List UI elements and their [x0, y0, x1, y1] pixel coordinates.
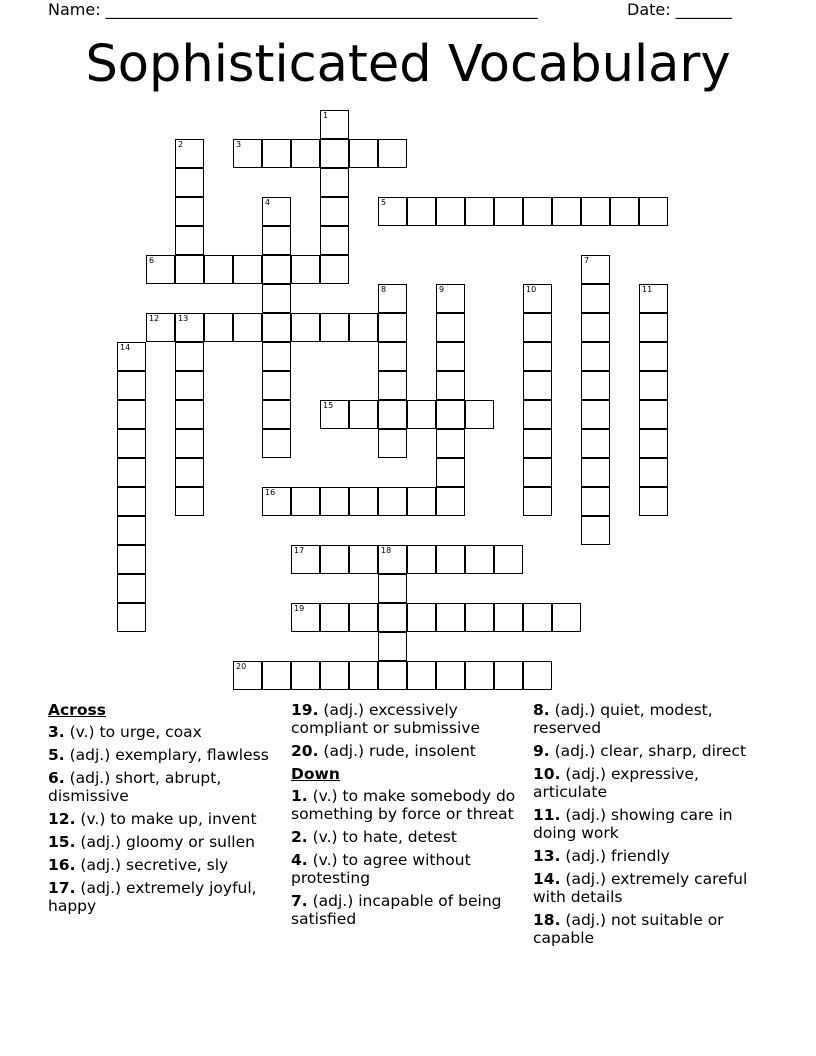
crossword-cell[interactable] [523, 197, 552, 226]
crossword-cell[interactable] [581, 458, 610, 487]
crossword-cell[interactable] [581, 400, 610, 429]
crossword-cell[interactable] [320, 255, 349, 284]
crossword-cell[interactable] [262, 487, 291, 516]
crossword-cell[interactable] [175, 371, 204, 400]
clue-text: (v.) to make somebody do something by force or threat [291, 787, 516, 823]
crossword-cell[interactable] [262, 661, 291, 690]
clue-number-label: 14. [533, 870, 561, 888]
clue-column-2 [291, 701, 526, 933]
crossword-cell[interactable] [639, 429, 668, 458]
clue-text: (adj.) expressive, articulate [533, 765, 699, 801]
crossword-cell[interactable] [262, 400, 291, 429]
crossword-cell[interactable] [523, 342, 552, 371]
clue-number-label: 4. [291, 851, 308, 869]
crossword-cell[interactable] [349, 400, 378, 429]
crossword-cell[interactable] [494, 603, 523, 632]
crossword-cell[interactable] [117, 574, 146, 603]
crossword-cell[interactable] [523, 458, 552, 487]
clue-number-label: 17. [48, 879, 76, 897]
crossword-cell[interactable] [436, 458, 465, 487]
crossword-cell[interactable] [523, 661, 552, 690]
clue-text: (v.) to agree without protesting [291, 851, 471, 887]
clue-item [533, 742, 768, 760]
crossword-cell[interactable] [378, 632, 407, 661]
clue-item [48, 769, 283, 805]
crossword-cell[interactable] [320, 661, 349, 690]
crossword-cell[interactable] [523, 429, 552, 458]
crossword-cell[interactable] [436, 197, 465, 226]
crossword-cell[interactable] [233, 139, 262, 168]
down-clue-list-continued [533, 701, 768, 947]
crossword-cell[interactable] [320, 110, 349, 139]
crossword-cell[interactable] [436, 603, 465, 632]
crossword-cell[interactable] [349, 487, 378, 516]
crossword-cell[interactable] [349, 603, 378, 632]
crossword-cell[interactable] [175, 429, 204, 458]
crossword-cell[interactable] [407, 545, 436, 574]
down-heading: Down [291, 765, 340, 783]
crossword-cell[interactable] [552, 197, 581, 226]
across-heading: Across [48, 701, 106, 719]
clue-item [533, 870, 768, 906]
clue-item [48, 810, 283, 828]
crossword-cell[interactable] [523, 313, 552, 342]
crossword-cell[interactable] [262, 342, 291, 371]
clue-number: 4 [265, 198, 271, 207]
crossword-cell[interactable] [581, 197, 610, 226]
crossword-cell[interactable] [639, 371, 668, 400]
crossword-cell[interactable] [639, 284, 668, 313]
crossword-cell[interactable] [581, 516, 610, 545]
clue-text: (adj.) gloomy or sullen [75, 833, 255, 851]
clue-text: (adj.) secretive, sly [75, 856, 229, 874]
clue-number-label: 12. [48, 810, 76, 828]
clue-number-label: 13. [533, 847, 561, 865]
crossword-cell[interactable] [465, 400, 494, 429]
clue-number: 19 [294, 604, 305, 613]
crossword-cell[interactable] [378, 487, 407, 516]
crossword-cell[interactable] [639, 342, 668, 371]
crossword-cell[interactable] [639, 487, 668, 516]
clue-number-label: 7. [291, 892, 308, 910]
clue-number-label: 19. [291, 701, 319, 719]
crossword-cell[interactable] [320, 400, 349, 429]
crossword-cell[interactable] [436, 342, 465, 371]
crossword-cell[interactable] [407, 400, 436, 429]
clue-number: 14 [120, 343, 131, 352]
clue-number: 1 [323, 111, 329, 120]
crossword-cell[interactable] [349, 545, 378, 574]
clue-number-label: 5. [48, 746, 65, 764]
crossword-cell[interactable] [494, 197, 523, 226]
clue-item [291, 892, 526, 928]
clue-item [291, 787, 526, 823]
crossword-cell[interactable] [175, 255, 204, 284]
crossword-cell[interactable] [117, 516, 146, 545]
crossword-cell[interactable] [581, 429, 610, 458]
crossword-cell[interactable] [262, 284, 291, 313]
clue-number: 15 [323, 401, 334, 410]
crossword-cell[interactable] [175, 400, 204, 429]
crossword-cell[interactable] [436, 284, 465, 313]
crossword-cell[interactable] [320, 603, 349, 632]
crossword-cell[interactable] [581, 284, 610, 313]
crossword-cell[interactable] [291, 139, 320, 168]
crossword-cell[interactable] [378, 342, 407, 371]
clue-item [291, 851, 526, 887]
clue-item [533, 911, 768, 947]
down-clue-list [291, 787, 526, 928]
crossword-cell[interactable] [523, 400, 552, 429]
crossword-cell[interactable] [523, 284, 552, 313]
clue-text: (adj.) extremely careful with details [533, 870, 748, 906]
clue-number: 7 [584, 256, 590, 265]
crossword-cell[interactable] [581, 313, 610, 342]
clue-text: (v.) to make up, invent [75, 810, 257, 828]
page-title: Sophisticated Vocabulary [85, 35, 731, 94]
clue-number-label: 6. [48, 769, 65, 787]
clue-text: (adj.) short, abrupt, dismissive [48, 769, 222, 805]
date-field-label: Date: _______ [627, 0, 732, 19]
crossword-cell[interactable] [465, 545, 494, 574]
clue-number-label: 8. [533, 701, 550, 719]
clue-text: (adj.) rude, insolent [318, 742, 476, 760]
crossword-cell[interactable] [349, 139, 378, 168]
clue-item [48, 833, 283, 851]
clue-number-label: 9. [533, 742, 550, 760]
crossword-cell[interactable] [117, 371, 146, 400]
clue-number: 13 [178, 314, 189, 323]
crossword-cell[interactable] [436, 661, 465, 690]
clue-number: 12 [149, 314, 160, 323]
crossword-cell[interactable] [175, 487, 204, 516]
clue-number: 9 [439, 285, 445, 294]
clue-text: (adj.) clear, sharp, direct [549, 742, 747, 760]
crossword-cell[interactable] [349, 661, 378, 690]
clue-item [291, 742, 526, 760]
crossword-cell[interactable] [320, 487, 349, 516]
crossword-cell[interactable] [320, 197, 349, 226]
crossword-cell[interactable] [175, 168, 204, 197]
crossword-cell[interactable] [378, 284, 407, 313]
crossword-cell[interactable] [378, 400, 407, 429]
crossword-cell[interactable] [262, 371, 291, 400]
crossword-cell[interactable] [117, 400, 146, 429]
crossword-cell[interactable] [581, 342, 610, 371]
clue-number-label: 15. [48, 833, 76, 851]
clue-column-3 [533, 701, 768, 952]
clue-item [533, 765, 768, 801]
crossword-cell[interactable] [407, 603, 436, 632]
crossword-cell[interactable] [581, 487, 610, 516]
clue-item [533, 806, 768, 842]
clue-number: 16 [265, 488, 276, 497]
crossword-cell[interactable] [291, 661, 320, 690]
crossword-cell[interactable] [378, 371, 407, 400]
crossword-cell[interactable] [291, 603, 320, 632]
clue-item [291, 701, 526, 737]
crossword-cell[interactable] [465, 661, 494, 690]
clue-text: (adj.) not suitable or capable [533, 911, 724, 947]
clue-text: (adj.) incapable of being satisfied [291, 892, 502, 928]
crossword-cell[interactable] [378, 603, 407, 632]
clue-number: 3 [236, 140, 242, 149]
clue-text: (v.) to hate, detest [307, 828, 457, 846]
crossword-cell[interactable] [378, 197, 407, 226]
crossword-cell[interactable] [523, 603, 552, 632]
clue-number: 5 [381, 198, 387, 207]
clue-number-label: 20. [291, 742, 319, 760]
clue-number: 11 [642, 285, 653, 294]
crossword-cell[interactable] [378, 574, 407, 603]
crossword-cell[interactable] [320, 313, 349, 342]
crossword-cell[interactable] [436, 545, 465, 574]
crossword-cell[interactable] [523, 487, 552, 516]
crossword-cell[interactable] [117, 603, 146, 632]
crossword-cell[interactable] [378, 661, 407, 690]
crossword-cell[interactable] [494, 661, 523, 690]
clue-item [533, 701, 768, 737]
crossword-cell[interactable] [117, 342, 146, 371]
crossword-cell[interactable] [262, 139, 291, 168]
clue-column-1 [48, 701, 283, 920]
name-field-label: Name: ______________________________________________________ [48, 0, 538, 19]
clue-text: (adj.) showing care in doing work [533, 806, 733, 842]
crossword-cell[interactable] [291, 487, 320, 516]
clue-number-label: 11. [533, 806, 561, 824]
clue-text: (adj.) extremely joyful, happy [48, 879, 257, 915]
clue-number: 10 [526, 285, 537, 294]
crossword-cell[interactable] [378, 313, 407, 342]
crossword-cell[interactable] [175, 458, 204, 487]
crossword-cell[interactable] [233, 661, 262, 690]
across-clue-list [48, 723, 283, 915]
crossword-cell[interactable] [436, 487, 465, 516]
crossword-cell[interactable] [581, 371, 610, 400]
crossword-cell[interactable] [436, 313, 465, 342]
crossword-cell[interactable] [378, 545, 407, 574]
crossword-cell[interactable] [639, 400, 668, 429]
crossword-cell[interactable] [378, 139, 407, 168]
crossword-cell[interactable] [436, 429, 465, 458]
clue-number: 8 [381, 285, 387, 294]
clue-text: (adj.) exemplary, flawless [64, 746, 269, 764]
crossword-cell[interactable] [175, 197, 204, 226]
crossword-cell[interactable] [204, 255, 233, 284]
crossword-cell[interactable] [320, 545, 349, 574]
clue-number-label: 10. [533, 765, 561, 783]
crossword-cell[interactable] [407, 661, 436, 690]
clue-item [48, 746, 283, 764]
clue-text: (adj.) quiet, modest, reserved [533, 701, 713, 737]
crossword-cell[interactable] [204, 313, 233, 342]
crossword-cell[interactable] [378, 429, 407, 458]
clue-text: (adj.) excessively compliant or submissive [291, 701, 480, 737]
clue-number-label: 1. [291, 787, 308, 805]
crossword-cell[interactable] [117, 545, 146, 574]
crossword-cell[interactable] [581, 255, 610, 284]
crossword-cell[interactable] [117, 458, 146, 487]
crossword-cell[interactable] [320, 226, 349, 255]
crossword-cell[interactable] [349, 313, 378, 342]
crossword-cell[interactable] [233, 313, 262, 342]
clue-number: 6 [149, 256, 155, 265]
crossword-cell[interactable] [494, 545, 523, 574]
crossword-cell[interactable] [175, 313, 204, 342]
clue-text: (v.) to urge, coax [64, 723, 202, 741]
crossword-cell[interactable] [262, 226, 291, 255]
crossword-cell[interactable] [407, 487, 436, 516]
clue-number: 2 [178, 140, 184, 149]
clue-number: 18 [381, 546, 392, 555]
crossword-cell[interactable] [465, 603, 494, 632]
crossword-cell[interactable] [175, 226, 204, 255]
crossword-cell[interactable] [523, 371, 552, 400]
crossword-cell[interactable] [465, 197, 494, 226]
crossword-cell[interactable] [262, 313, 291, 342]
clue-item [291, 828, 526, 846]
crossword-cell[interactable] [639, 197, 668, 226]
crossword-cell[interactable] [639, 458, 668, 487]
clue-item [48, 723, 283, 741]
crossword-cell[interactable] [146, 255, 175, 284]
crossword-cell[interactable] [610, 197, 639, 226]
crossword-cell[interactable] [262, 197, 291, 226]
crossword-cell[interactable] [262, 255, 291, 284]
crossword-cell[interactable] [639, 313, 668, 342]
crossword-cell[interactable] [320, 139, 349, 168]
crossword-cell[interactable] [552, 603, 581, 632]
crossword-cell[interactable] [117, 429, 146, 458]
crossword-cell[interactable] [146, 313, 175, 342]
crossword-cell[interactable] [262, 429, 291, 458]
crossword-cell[interactable] [175, 139, 204, 168]
clue-number-label: 18. [533, 911, 561, 929]
crossword-cell[interactable] [291, 255, 320, 284]
crossword-cell[interactable] [291, 545, 320, 574]
crossword-cell[interactable] [175, 342, 204, 371]
crossword-cell[interactable] [407, 197, 436, 226]
crossword-cell[interactable] [436, 400, 465, 429]
clue-item [48, 856, 283, 874]
across-clue-list-continued [291, 701, 526, 760]
crossword-cell[interactable] [233, 255, 262, 284]
crossword-cell[interactable] [291, 313, 320, 342]
clue-number-label: 2. [291, 828, 308, 846]
crossword-cell[interactable] [320, 168, 349, 197]
clue-item [533, 847, 768, 865]
clue-number-label: 3. [48, 723, 65, 741]
clue-number: 20 [236, 662, 247, 671]
clue-text: (adj.) friendly [560, 847, 670, 865]
clue-item [48, 879, 283, 915]
crossword-cell[interactable] [117, 487, 146, 516]
clue-number: 17 [294, 546, 305, 555]
clue-number-label: 16. [48, 856, 76, 874]
crossword-cell[interactable] [436, 371, 465, 400]
